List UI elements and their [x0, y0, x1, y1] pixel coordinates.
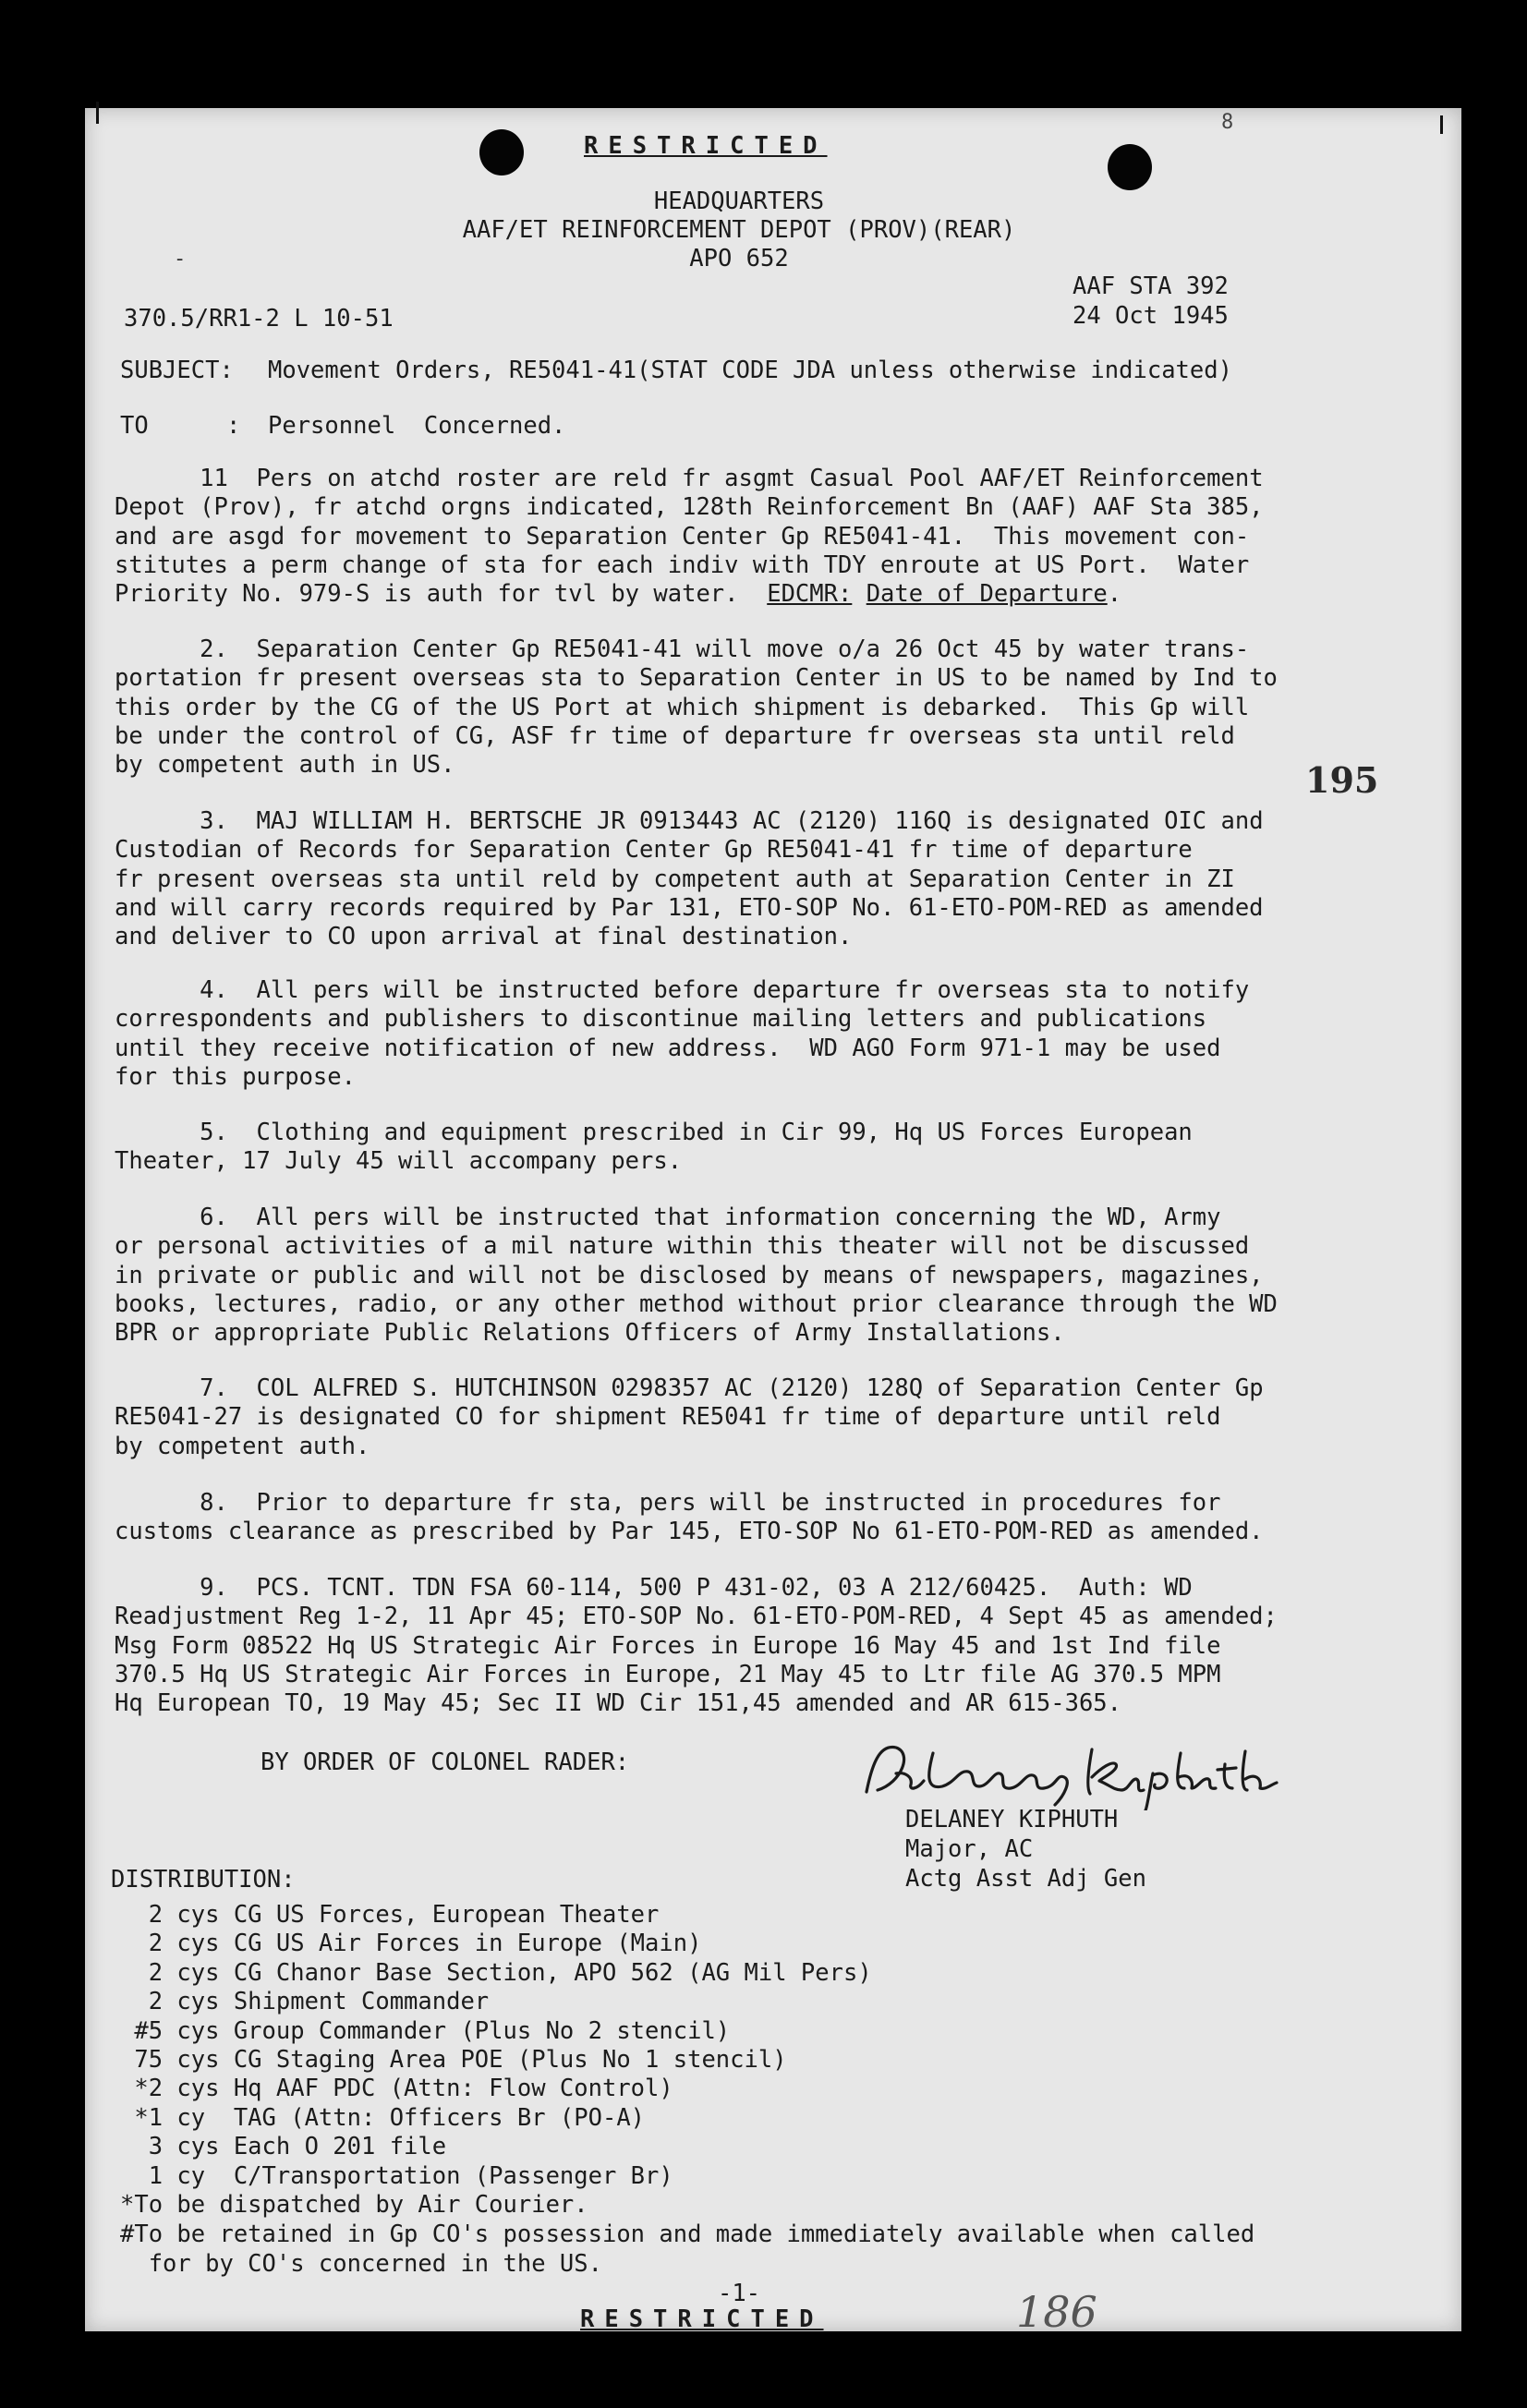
- file-number: 370.5/RR1-2 L 10-51: [124, 305, 394, 333]
- stray-mark: -: [174, 248, 187, 271]
- by-order-line: BY ORDER OF COLONEL RADER:: [261, 1749, 630, 1776]
- paragraph-9: 9. PCS. TCNT. TDN FSA 60-114, 500 P 431-02, 03 A 212/60425. Auth: WD Readjustment Reg 1-2, 11 Apr 45; ETO-SOP No. 61-ETO-POM-RED, 4 Sept 45 as amended; Msg Form 08522 Hq US Strategic Air Forces in Europe 16 May 45 and 1st Ind file 370.5 Hq US Strategic Air Forces in Europe, 21 May 45 to Ltr file AG 370.5 MPM Hq European TO, 19 May 45; Sec II WD Cir 151,45 amended and AR 615-365.: [115, 1574, 1278, 1718]
- distribution-row: #5 cys Group Commander (Plus No 2 stencil): [120, 2016, 731, 2045]
- distribution-row: *2 cys Hq AAF PDC (Attn: Flow Control): [120, 2075, 673, 2103]
- page-mark: 8: [1221, 111, 1234, 134]
- date-of-departure: Date of Departure: [866, 580, 1108, 609]
- classification-top: RESTRICTED: [584, 132, 828, 160]
- paragraph-1: [115, 465, 1343, 609]
- distribution-row: 1 cy C/Transportation (Passenger Br): [120, 2161, 673, 2190]
- distribution-note-air-courier: *To be dispatched by Air Courier.: [120, 2191, 588, 2219]
- signer-rank: Major, AC: [905, 1835, 1034, 1863]
- to-text: Personnel Concerned.: [268, 412, 566, 440]
- classification-bottom: RESTRICTED: [580, 2305, 824, 2333]
- distribution-row: 2 cys Shipment Commander: [120, 1988, 490, 2016]
- to-label: TO: [120, 412, 149, 440]
- distribution-note-gp-co: #To be retained in Gp CO's possession and made immediately available when called for by CO's concerned in the US.: [120, 2220, 1255, 2278]
- signer-title: Actg Asst Adj Gen: [905, 1865, 1146, 1893]
- distribution-row: 2 cys CG US Air Forces in Europe (Main): [120, 1930, 702, 1958]
- distribution-row: *1 cy TAG (Attn: Officers Br (PO-A): [120, 2103, 646, 2132]
- paragraph-5: 5. Clothing and equipment prescribed in Cir 99, Hq US Forces European Theater, 17 July 45 will accompany pers.: [115, 1119, 1193, 1176]
- punch-hole: [1108, 144, 1152, 190]
- paragraph-2: 2. Separation Center Gp RE5041-41 will move o/a 26 Oct 45 by water trans- portation fr present overseas sta to Separation Center in US to be named by Ind to this order by the CG of the US Port at which shipment is debarked. This Gp will be under the control of CG, ASF fr time of departure fr overseas sta until reld by competent auth in US.: [115, 635, 1278, 780]
- hq-line3: APO 652: [689, 245, 789, 272]
- distribution-heading: DISTRIBUTION:: [111, 1866, 296, 1894]
- handwritten-signature: [859, 1736, 1284, 1810]
- paragraph-8: 8. Prior to departure fr sta, pers will be instructed in procedures for customs clearance as prescribed by Par 145, ETO-SOP No 61-ETO-POM-RED as amended.: [115, 1489, 1264, 1546]
- distribution-row: 2 cys CG Chanor Base Section, APO 562 (AG Mil Pers): [120, 1958, 872, 1987]
- distribution-row: 2 cys CG US Forces, European Theater: [120, 1901, 660, 1929]
- station: AAF STA 392: [1073, 272, 1229, 300]
- hq-line2: AAF/ET REINFORCEMENT DEPOT (PROV)(REAR): [462, 216, 1016, 244]
- distribution-list: [120, 1901, 872, 2191]
- hq-line1: HEADQUARTERS: [653, 188, 825, 215]
- order-date: 24 Oct 1945: [1073, 302, 1229, 330]
- stamp-number: 195: [1305, 759, 1379, 801]
- distribution-row: 3 cys Each O 201 file: [120, 2133, 447, 2161]
- distribution-row: 75 cys CG Staging Area POE (Plus No 1 stencil): [120, 2046, 787, 2075]
- paragraph-1-body: 11 Pers on atchd roster are reld fr asgmt Casual Pool AAF/ET Reinforcement Depot (Prov), fr atchd orgns indicated, 128th Reinforcement Bn (AAF) AAF Sta 385, and are asgd for movement to Separation Center Gp RE5041-41. This movement con- stitutes a perm change of sta for each indiv with TDY enroute at US Port. Water Priority No. 979-S is auth for tvl by water.: [115, 465, 1264, 609]
- page-number: -1-: [717, 2280, 761, 2307]
- paragraph-4: 4. All pers will be instructed before departure fr overseas sta to notify correspondents and publishers to discontinue mailing letters and publications until they receive notification of new address. WD AGO Form 971-1 may be used for this purpose.: [115, 976, 1250, 1091]
- subject-label: SUBJECT:: [120, 357, 234, 384]
- pencil-number: 186: [1016, 2287, 1097, 2337]
- subject-text: Movement Orders, RE5041-41(STAT CODE JDA unless otherwise indicated): [268, 357, 1232, 384]
- signer-name: DELANEY KIPHUTH: [905, 1806, 1119, 1833]
- edcmr-label: EDCMR:: [767, 580, 853, 609]
- to-sep: :: [226, 412, 241, 440]
- paragraph-6: 6. All pers will be instructed that information concerning the WD, Army or personal activities of a mil nature within this theater will not be discussed in private or public and will not be disclosed by means of newspapers, magazines, books, lectures, radio, or any other method without prior clearance through the WD BPR or appropriate Public Relations Officers of Army Installations.: [115, 1204, 1278, 1348]
- corner-mark: [96, 102, 99, 124]
- paragraph-1-end: .: [1107, 580, 1122, 609]
- corner-mark: [1440, 115, 1443, 134]
- punch-hole: [479, 129, 524, 175]
- paragraph-7: 7. COL ALFRED S. HUTCHINSON 0298357 AC (2120) 128Q of Separation Center Gp RE5041-27 is designated CO for shipment RE5041 fr time of departure until reld by competent auth.: [115, 1374, 1264, 1460]
- paragraph-3: 3. MAJ WILLIAM H. BERTSCHE JR 0913443 AC (2120) 116Q is designated OIC and Custodian of Records for Separation Center Gp RE5041-41 fr time of departure fr present overseas sta until reld by competent auth at Separation Center in ZI and will carry records required by Par 131, ETO-SOP No. 61-ETO-POM-RED as amended and deliver to CO upon arrival at final destination.: [115, 807, 1264, 951]
